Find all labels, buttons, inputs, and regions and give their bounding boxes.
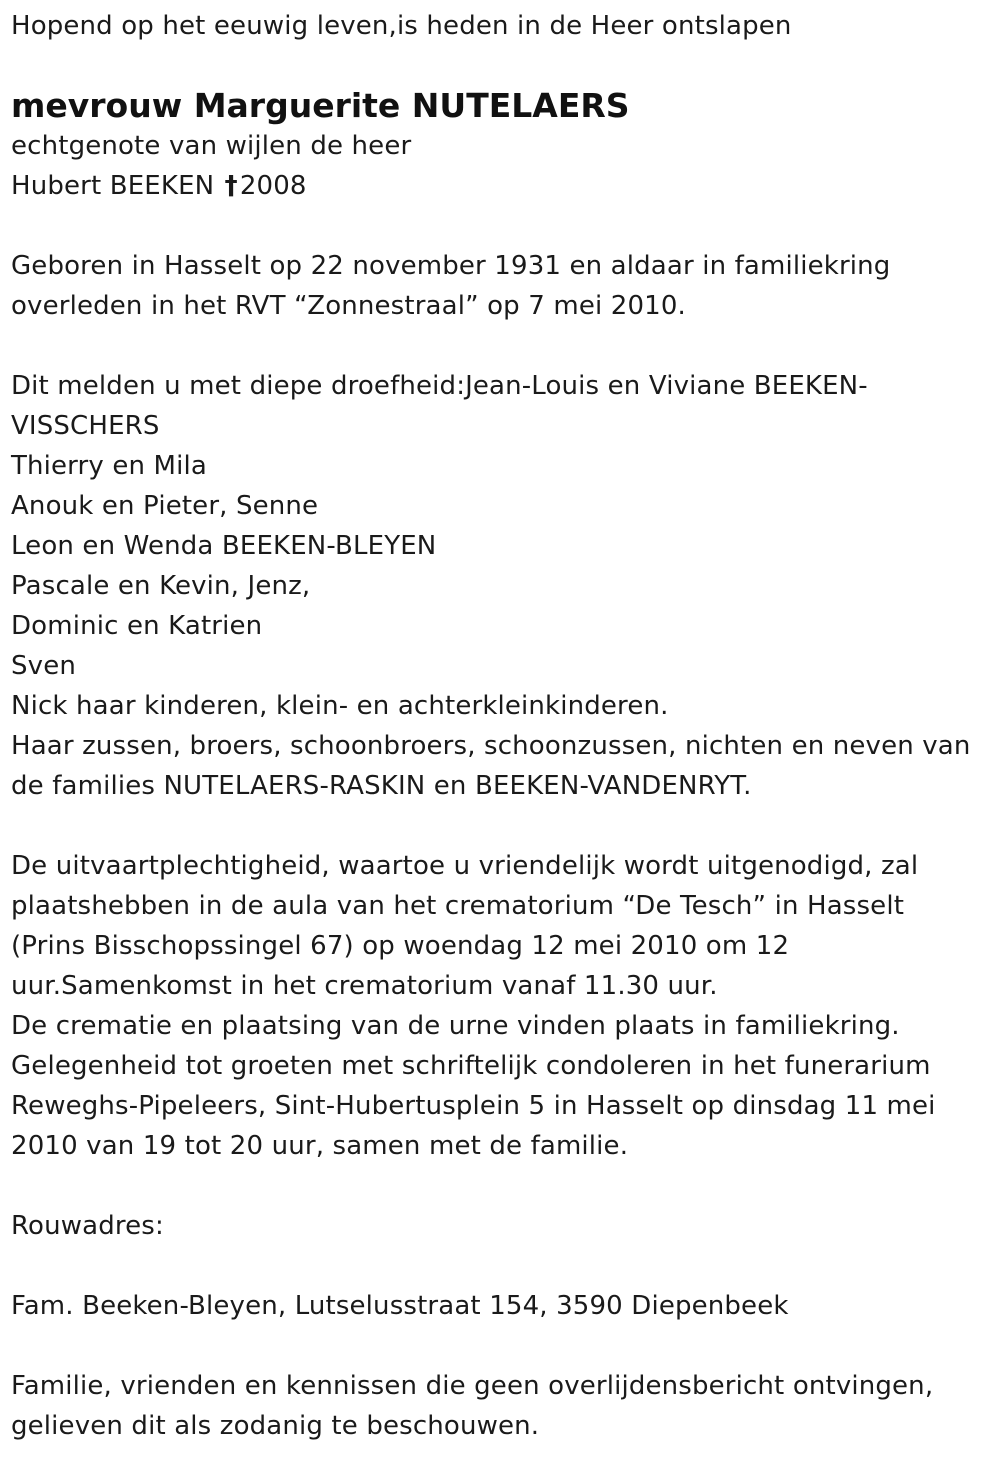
spacer xyxy=(11,1326,986,1366)
ceremony-line: plaatshebben in de aula van het crematorium “De Tesch” in Hasselt xyxy=(11,891,905,921)
death-notice xyxy=(11,6,986,1446)
closing-paragraph xyxy=(11,1366,986,1446)
closing-line: Familie, vrienden en kennissen die geen overlijdensbericht ontvingen, xyxy=(11,1371,934,1401)
spouse-name: Hubert BEEKEN xyxy=(11,171,215,201)
closing-line: gelieven dit als zodanig te beschouwen. xyxy=(11,1411,540,1441)
family-line: VISSCHERS xyxy=(11,411,160,441)
family-line: Leon en Wenda BEEKEN-BLEYEN xyxy=(11,531,437,561)
address: Fam. Beeken-Bleyen, Lutselusstraat 154, 3590 Diepenbeek xyxy=(11,1291,789,1321)
cross-icon: † xyxy=(224,171,238,201)
birth-death-line: overleden in het RVT “Zonnestraal” op 7 mei 2010. xyxy=(11,291,686,321)
family-line: de families NUTELAERS-RASKIN en BEEKEN-VANDENRYT. xyxy=(11,771,752,801)
spacer xyxy=(11,806,986,846)
opening-line: Hopend op het eeuwig leven,is heden in de Heer ontslapen xyxy=(11,11,792,41)
ceremony-line: De crematie en plaatsing van de urne vinden plaats in familiekring. xyxy=(11,1011,900,1041)
family-line: Nick haar kinderen, klein- en achterkleinkinderen. xyxy=(11,691,669,721)
family-line: Dominic en Katrien xyxy=(11,611,263,641)
ceremony-line: (Prins Bisschopssingel 67) op woendag 12 mei 2010 om 12 xyxy=(11,931,790,961)
family-line: Dit melden u met diepe droefheid:Jean-Louis en Viviane BEEKEN- xyxy=(11,371,868,401)
spouse-intro: echtgenote van wijlen de heer xyxy=(11,131,412,161)
birth-death-line: Geboren in Hasselt op 22 november 1931 en aldaar in familiekring xyxy=(11,251,891,281)
spouse-line xyxy=(11,166,986,206)
family-line: Pascale en Kevin, Jenz, xyxy=(11,571,311,601)
ceremony-line: Gelegenheid tot groeten met schriftelijk condoleren in het funerarium xyxy=(11,1051,931,1081)
spacer xyxy=(11,1246,986,1286)
spacer xyxy=(11,206,986,246)
ceremony-line: uur.Samenkomst in het crematorium vanaf 11.30 uur. xyxy=(11,971,718,1001)
ceremony-line: De uitvaartplechtigheid, waartoe u vriendelijk wordt uitgenodigd, zal xyxy=(11,851,919,881)
spacer xyxy=(11,326,986,366)
ceremony-paragraph xyxy=(11,846,986,1166)
address-label: Rouwadres: xyxy=(11,1211,164,1241)
family-line: Haar zussen, broers, schoonbroers, schoonzussen, nichten en neven van xyxy=(11,731,971,761)
ceremony-line: 2010 van 19 tot 20 uur, samen met de familie. xyxy=(11,1131,629,1161)
spacer xyxy=(11,1166,986,1206)
ceremony-line: Reweghs-Pipeleers, Sint-Hubertusplein 5 in Hasselt op dinsdag 11 mei xyxy=(11,1091,936,1121)
family-line: Anouk en Pieter, Senne xyxy=(11,491,319,521)
family-line: Thierry en Mila xyxy=(11,451,207,481)
family-line: Sven xyxy=(11,651,76,681)
family-paragraph xyxy=(11,366,986,806)
deceased-name: mevrouw Marguerite NUTELAERS xyxy=(11,86,630,125)
spouse-year: 2008 xyxy=(239,171,307,201)
birth-death-paragraph xyxy=(11,246,986,326)
